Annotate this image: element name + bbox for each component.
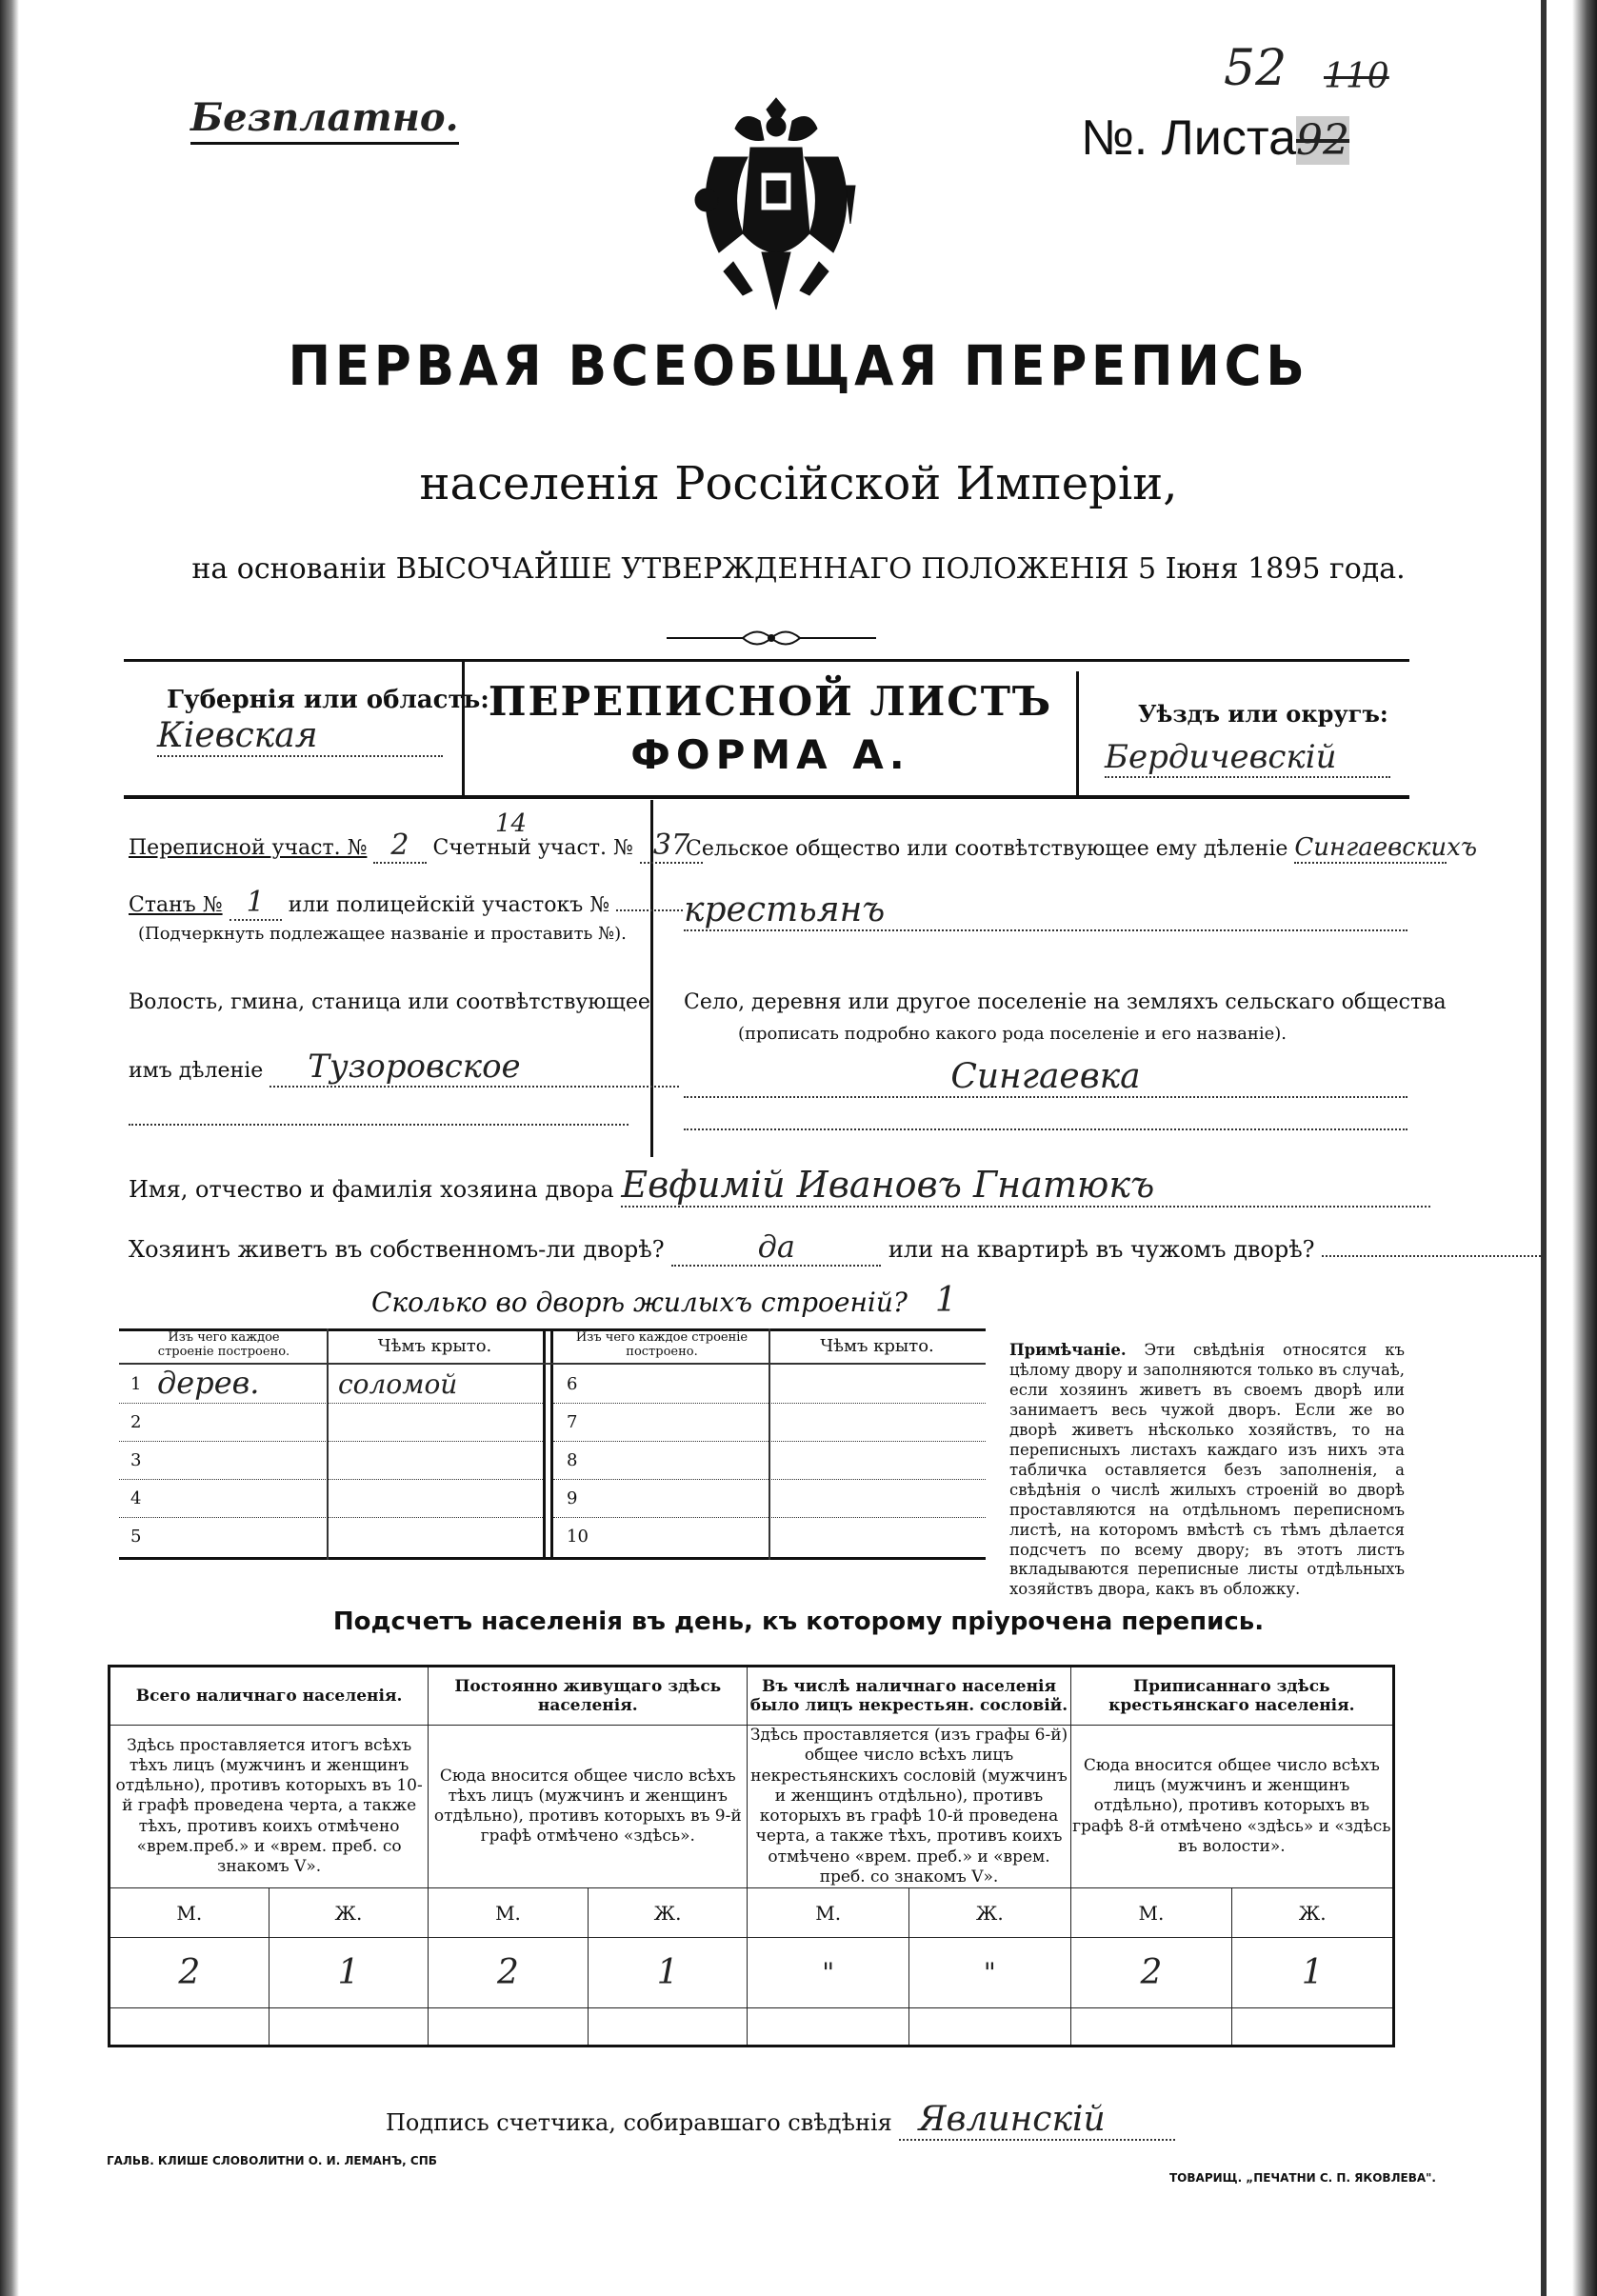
pop-male-header: М.	[110, 1888, 269, 1938]
pop-empty-cell	[110, 2008, 269, 2046]
uezd-value: Бердичевскій	[1105, 738, 1390, 778]
page-title: ПЕРВАЯ ВСЕОБЩАЯ ПЕРЕПИСЬ	[288, 333, 1309, 398]
buildings-row	[371, 1281, 957, 1320]
building-row-num: 4	[130, 1488, 142, 1508]
stan-row	[129, 886, 683, 919]
pop-empty-cell	[588, 2008, 748, 2046]
sheet-number-old: 110	[1324, 57, 1389, 96]
police-value	[616, 909, 683, 911]
note-text: Эти свѣдѣнія относятся къ цѣлому двору и заполняются только въ случаѣ, если хозяинъ живетъ въ своемъ дворѣ или занимаетъ весь чужой дворъ. Если же во дворѣ живетъ нѣсколько хозяйствъ, то на переписныхъ листахъ каждаго изъ нихъ эта табличка оставляется безъ заполненія, а свѣдѣнія о числѣ жилыхъ строеній во дворѣ проставляются на отдѣльномъ переписномъ листѣ, на которомъ вмѣстѣ съ тѣмъ дѣлается подсчетъ по всему двору; въ этотъ листъ вкладываются переписные листы отдѣльныхъ хозяйствъ двора, какъ въ обложку.	[1009, 1341, 1405, 1599]
signature-label: Подпись счетчика, собиравшаго свѣдѣнія	[386, 2109, 892, 2136]
pop-female-header: Ж.	[588, 1888, 748, 1938]
uezd-label: Уѣздъ или округъ:	[1138, 700, 1388, 728]
pop-head-non-peasant: Въ числѣ наличнаго населенія было лицъ некрестьян. сословій.	[748, 1667, 1070, 1726]
volost-extra-line	[129, 1124, 629, 1126]
guberniya-value: Кіевская	[157, 716, 443, 757]
census-district-label: Переписной участ. №	[129, 836, 368, 860]
pop-empty-cell	[429, 2008, 589, 2046]
pop-permanent-male: 2	[429, 1938, 589, 2008]
society-label: Сельское общество или соотвѣтствующее ему дѣленіе	[686, 837, 1288, 861]
building-row-num: 10	[567, 1527, 589, 1547]
volost-value: Тузоровское	[269, 1048, 679, 1088]
pop-female-header: Ж.	[269, 1888, 429, 1938]
pop-non-peasant-male: "	[748, 1938, 909, 2008]
pop-total-female: 1	[269, 1938, 429, 2008]
pop-empty-cell	[748, 2008, 909, 2046]
pop-registered-female: 1	[1232, 1938, 1394, 2008]
pop-desc-permanent: Сюда вносится общее число всѣхъ тѣхъ лицъ (мужчинъ и женщинъ отдѣльно), противъ которыхъ въ 9-й графѣ отмѣчено «здѣсь».	[429, 1726, 748, 1888]
pop-empty-cell	[1070, 2008, 1232, 2046]
building-row-2	[119, 1403, 543, 1442]
village-value: Сингаевка	[684, 1057, 1407, 1098]
building-row-num: 5	[130, 1527, 142, 1547]
police-label: или полицейскій участокъ №	[288, 893, 610, 917]
population-table	[108, 1665, 1395, 2047]
society-value-1: Сингаевскихъ	[1294, 833, 1478, 862]
signature-value: Явлинскій	[899, 2100, 1175, 2141]
buildings-label: Сколько во дворѣ жилыхъ строеній?	[371, 1287, 908, 1318]
note-label: Примѣчаніе.	[1009, 1341, 1127, 1359]
pop-male-header: М.	[748, 1888, 909, 1938]
sheet-title: ПЕРЕПИСНОЙ ЛИСТЪ	[488, 678, 1053, 725]
pop-total-male: 2	[110, 1938, 269, 2008]
volost-label-text: Волость, гмина, станица или соотвѣтствующее	[129, 990, 650, 1014]
pop-female-header: Ж.	[1232, 1888, 1394, 1938]
census-district-row	[129, 829, 703, 862]
buildings-col-roof-left: Чѣмъ крыто.	[377, 1336, 492, 1356]
building-row-num: 8	[567, 1450, 578, 1470]
scan-edge-right	[1572, 0, 1597, 2296]
stan-label: Станъ №	[129, 893, 223, 917]
counting-district-label: Счетный участ. №	[432, 836, 633, 860]
own-yard-label: Хозяинъ живетъ въ собственномъ-ли дворѣ?	[129, 1236, 665, 1263]
building-row-num: 6	[567, 1374, 578, 1394]
building-row-num: 7	[567, 1412, 578, 1432]
society-row	[686, 833, 1478, 864]
note-block	[1009, 1341, 1405, 1600]
sheet-number-label	[1081, 110, 1349, 167]
volost-row	[129, 1048, 679, 1088]
ornament-divider-icon	[667, 624, 876, 652]
counting-district-old: 14	[495, 809, 528, 838]
buildings-col-material-right: Изъ чего каждое строеніе построено.	[575, 1330, 749, 1359]
pop-empty-cell	[1232, 2008, 1394, 2046]
pop-registered-male: 2	[1070, 1938, 1232, 2008]
buildings-table	[119, 1328, 986, 1562]
rent-value	[1322, 1255, 1541, 1257]
owner-name-label: Имя, отчество и фамилія хозяина двора	[129, 1176, 614, 1203]
form-name: ФОРМА А.	[630, 731, 910, 778]
village-note: (прописать подробно какого рода поселеніе и его названіе).	[738, 1024, 1287, 1044]
pop-female-header: Ж.	[909, 1888, 1071, 1938]
volost-label-2: имъ дѣленіе	[129, 1059, 264, 1083]
page-subtitle: населенія Россійской Имперіи,	[419, 457, 1178, 510]
pop-head-registered: Приписаннаго здѣсь крестьянскаго населенія.	[1070, 1667, 1393, 1726]
owner-row	[129, 1164, 1430, 1208]
volost-label	[129, 990, 650, 1014]
signature-row	[386, 2100, 1175, 2141]
building-row-5	[119, 1517, 543, 1555]
stan-value: 1	[230, 886, 282, 921]
buildings-value: 1	[934, 1281, 957, 1320]
pop-male-header: М.	[1070, 1888, 1232, 1938]
footer-left: ГАЛЬВ. КЛИШЕ СЛОВОЛИТНИ О. И. ЛЕМАНЪ, СПБ	[107, 2154, 437, 2167]
building-row-roof: соломой	[338, 1368, 458, 1400]
census-district-value: 2	[373, 829, 426, 864]
pop-desc-registered: Сюда вносится общее число всѣхъ лицъ (мужчинъ и женщинъ отдѣльно), противъ которыхъ въ графѣ 8-й отмѣчено «здѣсь» и «здѣсь въ волости».	[1070, 1726, 1393, 1888]
building-row-num: 2	[130, 1412, 142, 1432]
scan-edge-line	[1541, 0, 1547, 2296]
header-rule-bottom	[124, 795, 1409, 799]
pop-male-header: М.	[429, 1888, 589, 1938]
village-extra-line	[684, 1128, 1407, 1130]
buildings-col-roof-right: Чѣмъ крыто.	[820, 1336, 934, 1356]
counting-district-value: 37	[640, 829, 703, 864]
coat-of-arms-icon	[676, 90, 876, 319]
building-row-4	[119, 1479, 543, 1518]
free-label: Безплатно.	[190, 95, 459, 145]
rent-label: или на квартирѣ въ чужомъ дворѣ?	[888, 1236, 1315, 1263]
pop-head-total: Всего наличнаго населенія.	[110, 1667, 429, 1726]
pop-permanent-female: 1	[588, 1938, 748, 2008]
legal-basis: на основаніи ВЫСОЧАЙШЕ УТВЕРЖДЕННАГО ПОЛОЖЕНІЯ 5 Іюня 1895 года.	[191, 552, 1406, 586]
building-row-3	[119, 1441, 543, 1480]
pop-head-permanent: Постоянно живущаго здѣсь населенія.	[429, 1667, 748, 1726]
building-row-6	[553, 1365, 986, 1404]
pop-non-peasant-female: "	[909, 1938, 1071, 2008]
sheet-number-label-text: №. Листа	[1081, 110, 1297, 166]
building-row-7	[553, 1403, 986, 1442]
building-row-num: 3	[130, 1450, 142, 1470]
sheet-number-crossed: 92	[1296, 116, 1350, 165]
sheet-number-value: 52	[1224, 40, 1288, 97]
building-row-8	[553, 1441, 986, 1480]
building-row-material: дерев.	[157, 1365, 260, 1401]
building-row-10	[553, 1517, 986, 1555]
own-yard-value: да	[671, 1228, 881, 1267]
pop-empty-cell	[909, 2008, 1071, 2046]
header-rule-top	[124, 659, 1409, 662]
scan-edge-left	[0, 0, 19, 2296]
guberniya-label: Губернія или область:	[167, 686, 489, 714]
building-row-num: 9	[567, 1488, 578, 1508]
stan-note: (Подчеркнуть подлежащее названіе и проставить №).	[138, 924, 627, 944]
buildings-col-material-left: Изъ чего каждое строеніе построено.	[157, 1330, 290, 1359]
owner-name-value: Евфимій Ивановъ Гнатюкъ	[621, 1164, 1430, 1208]
building-row-num: 1	[130, 1374, 142, 1394]
building-row-9	[553, 1479, 986, 1518]
population-title: Подсчетъ населенія въ день, къ которому пріурочена перепись.	[332, 1607, 1265, 1636]
building-row-1	[119, 1365, 543, 1404]
pop-empty-cell	[269, 2008, 429, 2046]
footer-right: ТОВАРИЩ. „ПЕЧАТНИ С. П. ЯКОВЛЕВА".	[1169, 2171, 1436, 2185]
society-value-2: крестьянъ	[684, 890, 1407, 931]
header-divider-right	[1076, 671, 1079, 797]
own-yard-row	[129, 1228, 1541, 1267]
pop-desc-total: Здѣсь проставляется итогъ всѣхъ тѣхъ лицъ (мужчинъ и женщинъ отдѣльно), противъ которыхъ въ 10-й графѣ проведена черта, а также тѣхъ, противъ коихъ отмѣчено «врем.преб.» и «врем. преб. со знакомъ V».	[110, 1726, 429, 1888]
pop-desc-non-peasant: Здѣсь проставляется (изъ графы 6-й) общее число всѣхъ лицъ некрестьянскихъ сословій (мужчинъ и женщинъ отдѣльно), противъ которыхъ въ графѣ 10-й проведена черта, а также тѣхъ, противъ коихъ отмѣчено «врем. преб.» и «врем. преб. со знакомъ V».	[748, 1726, 1070, 1888]
village-label: Село, деревня или другое поселеніе на земляхъ сельскаго общества	[684, 990, 1447, 1014]
